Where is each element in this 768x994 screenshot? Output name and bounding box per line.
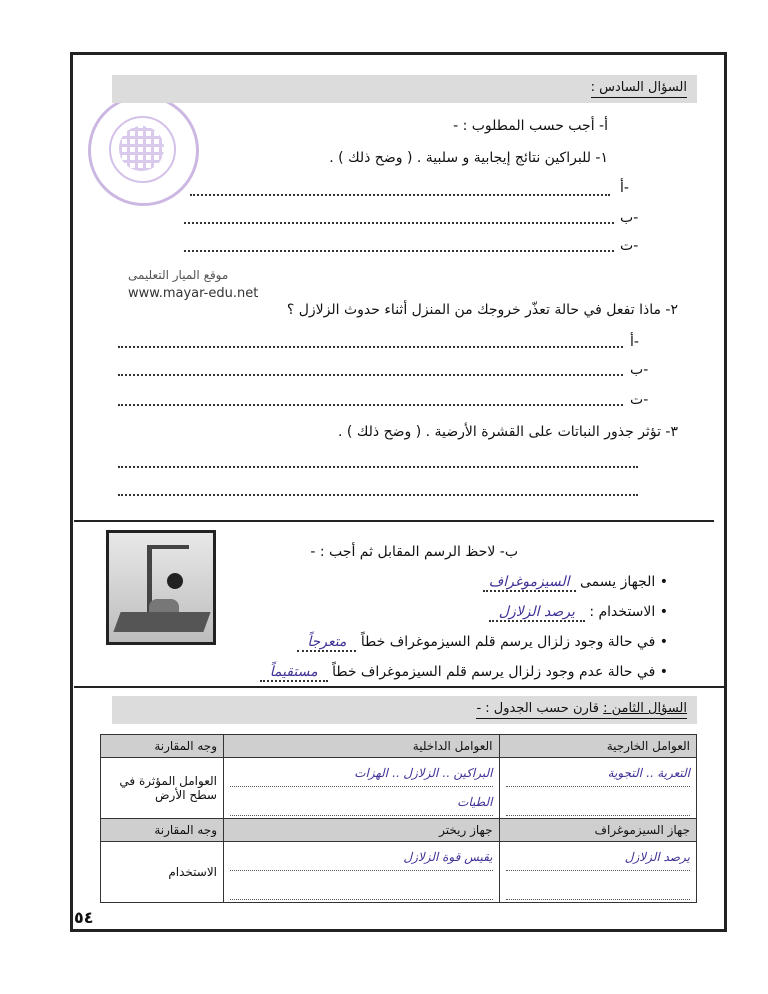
table-cell[interactable]: [499, 758, 697, 819]
table-head-aspect: وجه المقارنة: [101, 819, 224, 842]
section-divider: [74, 520, 714, 522]
school-stamp: [88, 95, 199, 206]
answer-line[interactable]: [184, 222, 614, 224]
cell-answer[interactable]: التعرية .. التجوية: [506, 760, 691, 787]
cell-answer[interactable]: [506, 789, 691, 816]
q1-label-a: أ-: [620, 180, 629, 196]
cell-answer[interactable]: [230, 873, 493, 900]
part-b-item-2: • الاستخدام : يرصد الزلازل: [489, 604, 668, 620]
globe-icon: [119, 126, 164, 171]
table-cell[interactable]: [224, 842, 500, 903]
item-4-question: في حالة عدم وجود زلزال يرسم قلم السيزموغراف خطاً: [332, 664, 656, 680]
q1-label-c: ت-: [620, 238, 639, 254]
q6-header: السؤال السادس :: [591, 79, 687, 98]
q8-header-bar: [112, 696, 697, 724]
q6-question-3: ٣- تؤثر جذور النباتات على القشرة الأرضية . ( وضح ذلك ) .: [338, 424, 678, 440]
q2-label-c: ت-: [630, 392, 649, 408]
q2-label-a: أ-: [630, 334, 639, 350]
item-1-answer[interactable]: السيزموغراف: [483, 574, 576, 592]
part-b-item-1: • الجهاز يسمى السيزموغراف: [483, 574, 668, 590]
cell-answer[interactable]: البراكين .. الزلازل .. الهزات: [230, 760, 493, 787]
table-head-external: العوامل الخارجية: [499, 735, 697, 758]
table-head-richter: جهاز ريختر: [224, 819, 500, 842]
part-b-intro: ب- لاحظ الرسم المقابل ثم أجب : -: [310, 544, 518, 560]
q8-header-label: السؤال الثامن :: [603, 701, 687, 716]
q2-label-b: ب-: [630, 362, 649, 378]
table-row-label: العوامل المؤثرة في سطح الأرض: [101, 758, 224, 819]
item-3-question: في حالة وجود زلزال يرسم قلم السيزموغراف خطاً: [360, 634, 656, 650]
part-b-item-3: • في حالة وجود زلزال يرسم قلم السيزموغراف خطاً متعرجاً: [297, 634, 668, 650]
watermark-url: www.mayar-edu.net: [128, 286, 259, 301]
cell-answer[interactable]: يرصد الزلازل: [506, 844, 691, 871]
cell-answer[interactable]: الطيات: [230, 789, 493, 816]
q8-header: [476, 700, 687, 719]
item-2-question: الاستخدام :: [589, 604, 656, 620]
item-2-answer[interactable]: يرصد الزلازل: [489, 604, 585, 622]
item-1-question: الجهاز يسمى: [580, 574, 656, 590]
table-head-aspect: وجه المقارنة: [101, 735, 224, 758]
table-cell[interactable]: [499, 842, 697, 903]
table-row-label: الاستخدام: [101, 842, 224, 903]
q6-question-1: ١- للبراكين نتائج إيجابية و سلبية . ( وضح ذلك ) .: [329, 150, 608, 166]
cell-answer[interactable]: يقيس قوة الزلازل: [230, 844, 493, 871]
page-number: ٥٤: [74, 908, 94, 927]
seismograph-illustration: [106, 530, 216, 645]
answer-line[interactable]: [118, 404, 623, 406]
table-head-seismograph: جهاز السيزموغراف: [499, 819, 697, 842]
section-divider: [74, 686, 724, 688]
cell-answer[interactable]: [506, 873, 691, 900]
comparison-table: [100, 734, 697, 903]
answer-line[interactable]: [118, 374, 623, 376]
q8-instruction: قارن حسب الجدول : -: [476, 701, 599, 716]
table-cell[interactable]: [224, 758, 500, 819]
answer-line[interactable]: [184, 250, 614, 252]
watermark-arabic: موقع المیار التعلیمی: [128, 268, 229, 282]
answer-line[interactable]: [118, 494, 638, 496]
answer-line[interactable]: [190, 194, 610, 196]
q6-question-2: ٢- ماذا تفعل في حالة تعذّر خروجك من المنزل أثناء حدوث الزلازل ؟: [286, 302, 678, 318]
answer-line[interactable]: [118, 466, 638, 468]
q6-header-bar: [112, 75, 697, 103]
part-b-item-4: • في حالة عدم وجود زلزال يرسم قلم السيزموغراف خطاً مستقيماً: [260, 664, 668, 680]
q6-part-a: أ- أجب حسب المطلوب : -: [453, 118, 608, 134]
q1-label-b: ب-: [620, 210, 639, 226]
item-3-answer[interactable]: متعرجاً: [297, 634, 356, 652]
answer-line[interactable]: [118, 346, 623, 348]
table-head-internal: العوامل الداخلية: [224, 735, 500, 758]
item-4-answer[interactable]: مستقيماً: [260, 664, 328, 682]
